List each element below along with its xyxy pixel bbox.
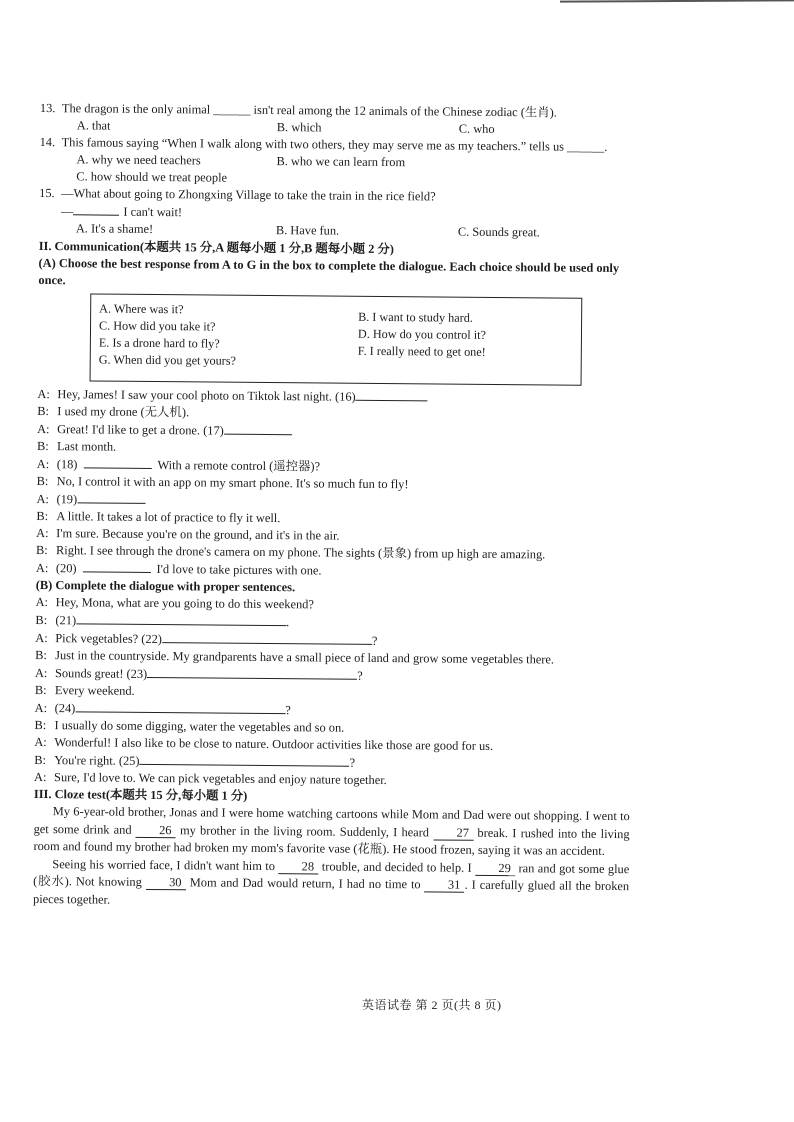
speaker: B: xyxy=(34,752,47,768)
option-c: C. how should we treat people xyxy=(76,169,228,185)
line-end: ? xyxy=(349,755,356,770)
line-text: You're right. (25) xyxy=(54,753,140,768)
speaker: A: xyxy=(34,769,47,785)
option-c: C. Sounds great. xyxy=(457,224,540,240)
line-text: Wonderful! I also like to be close to nature. Outdoor activities like those are good for us. xyxy=(54,735,494,753)
cloze-blank-29[interactable]: 29 xyxy=(475,861,515,875)
question-stem: —What about going to Zhongxing Village to take the train in the rice field? xyxy=(61,186,436,204)
cloze-blank-30[interactable]: 30 xyxy=(146,876,186,890)
speaker: B: xyxy=(36,508,49,524)
answer-blank[interactable] xyxy=(73,202,119,215)
question-number: 15. xyxy=(39,185,55,201)
speaker: A: xyxy=(35,560,49,576)
speaker: B: xyxy=(35,612,48,628)
box-option-a: A. Where was it? xyxy=(99,301,184,317)
line-end: ? xyxy=(285,703,291,718)
line-text: I usually do some digging, water the vegetables and so on. xyxy=(54,718,345,735)
speaker: A: xyxy=(36,491,49,507)
section-2a-text: (A) Choose the best response from A to G in the box to complete the dialogue. Each choice should be used only once. xyxy=(38,255,620,288)
exam-page xyxy=(33,100,636,913)
cloze-text: My 6-year-old brother, Jonas and I were home watching cartoons while Mom and Dad were out shopping. I went to get some drink and xyxy=(33,804,630,837)
answer-blank-22[interactable] xyxy=(162,630,372,645)
line-text: A little. It takes a lot of practice to fly it well. xyxy=(56,509,281,526)
speaker: A: xyxy=(34,734,47,750)
box-option-g: G. When did you get yours? xyxy=(98,352,236,368)
cloze-text: break. I rushed into the living room and found my brother had broken my mom's favorite vase (花瓶). He stood frozen, saying it was an accident. xyxy=(33,825,630,858)
section-2-title: II. Communication(本题共 15 分,A 题每小题 1 分,B 题每小题 2 分) xyxy=(38,238,394,257)
cloze-blank-27[interactable]: 27 xyxy=(433,826,473,840)
option-b: B. Have fun. xyxy=(275,223,340,238)
speaker: B: xyxy=(34,682,47,698)
line-text: (21) xyxy=(55,613,77,628)
speaker: B: xyxy=(37,403,50,419)
line-text: Hey, James! I saw your cool photo on Tiktok last night. (16) xyxy=(57,387,356,404)
option-c: C. who xyxy=(458,121,495,136)
box-option-c: C. How did you take it? xyxy=(98,318,216,334)
cloze-text: trouble, and decided to help. I xyxy=(321,858,472,875)
speaker: A: xyxy=(35,594,49,610)
question-number: 13. xyxy=(39,100,56,116)
answer-blank-25[interactable] xyxy=(139,752,349,767)
cloze-paragraph-1 xyxy=(33,803,629,861)
line-end: ? xyxy=(371,633,378,648)
cloze-text: . I carefully glued all the broken pieces together. xyxy=(32,877,630,907)
question-stem: This famous saying “When I walk along with two others, they may serve me as my teachers.” tells us ______. xyxy=(61,135,608,154)
speaker: A: xyxy=(34,700,48,716)
line-text-after: With a remote control (遥控器)? xyxy=(157,458,321,474)
option-a: A. that xyxy=(76,118,111,133)
line-text: Sure, I'd love to. We can pick vegetables and enjoy nature together. xyxy=(54,770,387,788)
section-3-title: III. Cloze test(本题共 15 分,每小题 1 分) xyxy=(33,786,248,803)
line-end: ? xyxy=(357,668,363,683)
line-text: (20) xyxy=(55,561,77,576)
answer-blank-20[interactable] xyxy=(83,559,151,573)
speaker: B: xyxy=(36,542,48,558)
answer-blank-23[interactable] xyxy=(147,665,357,680)
scan-edge xyxy=(560,0,794,9)
line-text: Every weekend. xyxy=(54,683,135,698)
dash: — xyxy=(60,204,74,219)
page-footer: 英语试卷 第 2 页(共 8 页) xyxy=(362,998,502,1012)
line-text: I used my drone (无人机). xyxy=(57,404,190,420)
line-text: Last month. xyxy=(56,439,117,454)
cloze-blank-31[interactable]: 31 xyxy=(425,878,465,892)
line-text: Hey, Mona, what are you going to do this weekend? xyxy=(55,595,314,612)
answer-blank-17[interactable] xyxy=(224,422,292,436)
section-2a-instructions xyxy=(38,255,634,294)
answer-blank-16[interactable] xyxy=(356,388,428,402)
question-stem: The dragon is the only animal ______ isn't real among the 12 animals of the Chinese zodiac (生肖). xyxy=(61,101,557,120)
cloze-text: ran and got some glue (胶水). Not knowing xyxy=(33,860,630,889)
answer-blank-19[interactable] xyxy=(77,490,145,504)
speaker: B: xyxy=(36,438,49,454)
line-text: (19) xyxy=(56,492,78,507)
answer-blank-18[interactable] xyxy=(83,455,151,469)
option-a: A. It's a shame! xyxy=(75,221,154,236)
cloze-text: my brother in the living room. Suddenly, I heard xyxy=(179,822,430,839)
speaker: B: xyxy=(36,473,49,489)
line-text: No, I control it with an app on my smart phone. It's so much fun to fly! xyxy=(56,474,409,492)
speaker: A: xyxy=(37,386,50,402)
line-text: I'm sure. Because you're on the ground, and it's in the air. xyxy=(56,526,340,543)
options-box-right xyxy=(358,309,486,361)
options-box-left xyxy=(99,301,237,370)
cloze-text: Mom and Dad would return, I had no time to xyxy=(189,875,421,892)
line-text-after: I'd love to take pictures with one. xyxy=(156,562,322,578)
line-text: Pick vegetables? (22) xyxy=(55,631,163,647)
box-option-f: F. I really need to get one! xyxy=(357,343,486,359)
box-option-e: E. Is a drone hard to fly? xyxy=(98,335,220,351)
line-text: (18) xyxy=(56,457,78,472)
cloze-text: Seeing his worried face, I didn't want him to xyxy=(52,856,276,873)
line-text: Right. I see through the drone's camera on my phone. The sights (景象) from up high are amazing. xyxy=(56,543,546,562)
line-text: (24) xyxy=(54,701,76,716)
cloze-paragraph-2 xyxy=(33,855,629,913)
speaker: A: xyxy=(34,665,48,681)
speaker: A: xyxy=(37,421,50,437)
section-2b-title: (B) Complete the dialogue with proper sentences. xyxy=(35,577,296,595)
line-text: Great! I'd like to get a drone. (17) xyxy=(57,422,224,438)
options-box xyxy=(90,293,583,385)
option-b: B. which xyxy=(276,120,322,135)
cloze-blank-26[interactable]: 26 xyxy=(136,823,176,837)
cloze-blank-28[interactable]: 28 xyxy=(278,860,318,874)
question-number: 14. xyxy=(39,134,56,150)
speaker: A: xyxy=(35,630,48,646)
line-end: . xyxy=(286,615,290,630)
option-a: A. why we need teachers xyxy=(76,152,201,168)
speaker: B: xyxy=(35,647,47,663)
box-option-b: B. I want to study hard. xyxy=(358,309,473,325)
speaker: B: xyxy=(34,717,47,733)
line-text: Just in the countryside. My grandparents have a small piece of land and grow some vegetables there. xyxy=(55,648,555,667)
speaker: A: xyxy=(36,525,49,541)
line-text: Sounds great! (23) xyxy=(54,666,148,681)
answer-blank-21[interactable] xyxy=(76,611,286,626)
reply-text: I can't wait! xyxy=(123,204,183,220)
option-b: B. who we can learn from xyxy=(276,154,406,170)
box-option-d: D. How do you control it? xyxy=(357,326,486,342)
answer-blank-24[interactable] xyxy=(75,699,285,714)
speaker: A: xyxy=(36,456,50,472)
